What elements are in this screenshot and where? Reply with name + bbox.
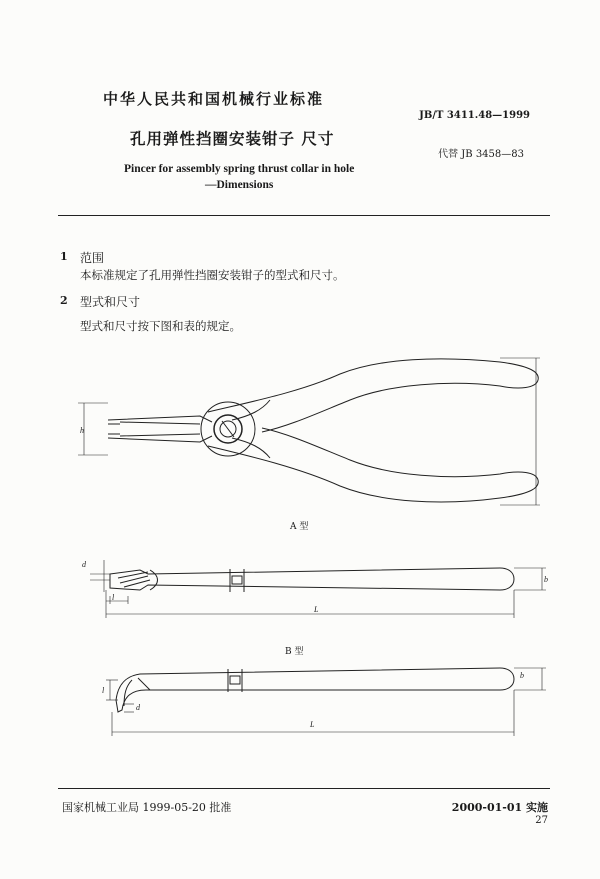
standard-code: JB/T 3411.48—1999 bbox=[419, 110, 530, 121]
type-a-dim-L-label: L bbox=[314, 605, 319, 614]
title-chinese: 孔用弹性挡圈安装钳子 尺寸 bbox=[130, 129, 335, 148]
type-b-caption: B 型 bbox=[285, 647, 304, 657]
approval-line: 国家机械工业局 1999-05-20 批准 bbox=[62, 801, 232, 814]
type-a-dim-l-label: l bbox=[112, 593, 115, 602]
section-2-title: 型式和尺寸 bbox=[80, 295, 141, 309]
section-1-body: 本标准规定了孔用弹性挡圈安装钳子的型式和尺寸。 bbox=[80, 268, 345, 282]
footer-divider bbox=[58, 788, 550, 789]
section-2-body: 型式和尺寸按下图和表的规定。 bbox=[80, 319, 241, 333]
title-english-line1: Pincer for assembly spring thrust collar in hole bbox=[124, 163, 355, 175]
type-b-dim-L-label: L bbox=[310, 720, 315, 729]
type-b-dim-l-label: l bbox=[102, 686, 105, 695]
type-a-caption: A 型 bbox=[290, 522, 309, 532]
type-b-dim-b-label: b bbox=[520, 671, 524, 680]
section-1-number: 1 bbox=[60, 250, 68, 263]
page-number: 27 bbox=[535, 815, 548, 826]
type-a-dim-d-label: d bbox=[82, 560, 86, 569]
standard-org-line: 中华人民共和国机械行业标准 bbox=[103, 90, 325, 108]
section-2-number: 2 bbox=[60, 294, 68, 307]
title-english-line2: —Dimensions bbox=[205, 179, 274, 191]
section-1-title: 范围 bbox=[80, 251, 105, 265]
type-b-dim-d-label: d bbox=[136, 703, 140, 712]
pincer-plan-view bbox=[78, 358, 540, 505]
dim-h-label: h bbox=[80, 426, 84, 435]
implementation-date: 2000-01-01 实施 bbox=[451, 801, 548, 814]
type-a-dim-b-label: b bbox=[544, 575, 548, 584]
replaces-standard: 代替 JB 3458—83 bbox=[438, 149, 524, 160]
type-b-side-view bbox=[106, 668, 546, 736]
